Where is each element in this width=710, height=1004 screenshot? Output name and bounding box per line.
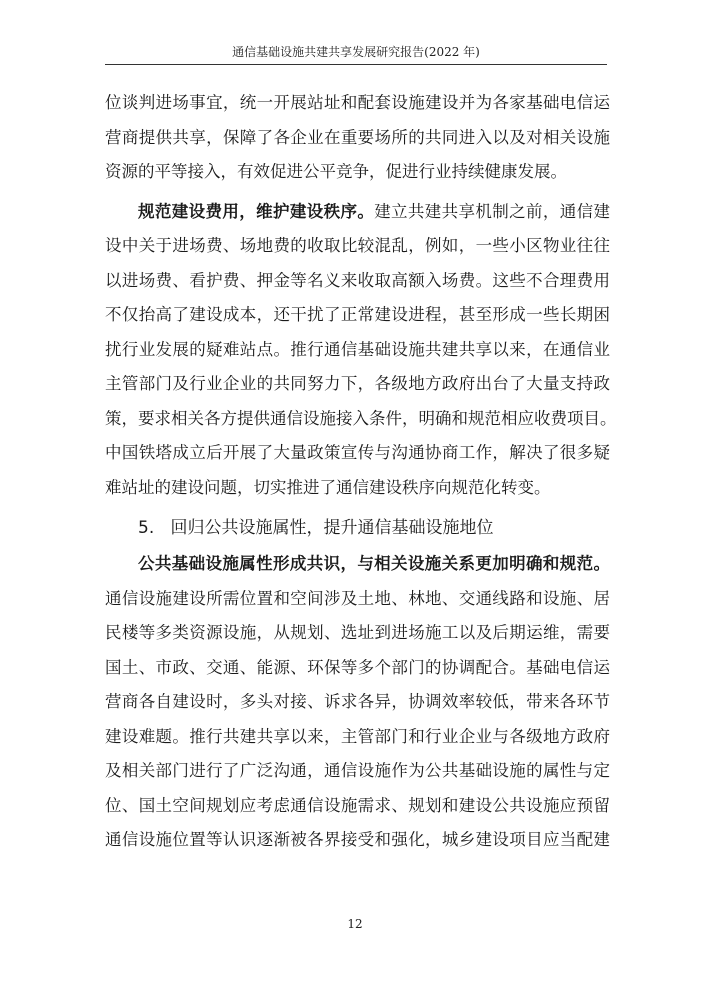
paragraph-lead: 规范建设费用，维护建设秩序。: [138, 201, 375, 221]
text-line: 扰行业发展的疑难站点。推行通信基础设施共建共享以来，在通信业: [105, 339, 610, 359]
section-heading: [105, 510, 610, 547]
paragraph-lead: 公共基础设施属性形成共识，与相关设施关系更加明确和规范。: [138, 554, 610, 573]
header-divider: [105, 64, 607, 65]
text-line: 难站址的建设问题，切实推进了通信建设秩序向规范化转变。: [105, 477, 551, 497]
text-line: [105, 195, 610, 230]
section-number: 5.: [138, 518, 155, 538]
paragraph-continuation: [105, 86, 610, 190]
text-line: 位、国土空间规划应考虑通信设施需求、规划和建设公共设施应预留: [105, 795, 610, 815]
text-line: 通信设施位置等认识逐渐被各界接受和强化，城乡建设项目应当配建: [105, 830, 610, 849]
running-header: 通信基础设施共建共享发展研究报告(2022 年): [232, 45, 480, 59]
text-line: 不仅抬高了建设成本，还干扰了正常建设进程，甚至形成一些长期困: [105, 305, 610, 324]
text-run: 建立共建共享机制之前，通信建: [374, 201, 611, 221]
paragraph-public-infrastructure: [105, 547, 610, 858]
text-line: 主管部门及行业企业的共同努力下，各级地方政府出台了大量支持政: [105, 374, 610, 393]
text-line: 资源的平等接入，有效促进公平竞争，促进行业持续健康发展。: [105, 162, 567, 181]
text-line: 以进场费、看护费、押金等名义来收取高额入场费。这些不合理费用: [105, 270, 610, 290]
text-line: 及相关部门进行了广泛沟通，通信设施作为公共基础设施的属性与定: [105, 761, 610, 780]
paragraph-construction-fees: [105, 195, 617, 506]
text-line: 国土、市政、交通、能源、环保等多个部门的协调配合。基础电信运: [105, 657, 610, 677]
text-line: 民楼等多类资源设施，从规划、选址到进场施工以及后期运维，需要: [105, 623, 610, 642]
text-line: 营商提供共享，保障了各企业在重要场所的共同进入以及对相关设施: [105, 127, 610, 147]
text-line: 通信设施建设所需位置和空间涉及土地、林地、交通线路和设施、居: [105, 588, 610, 608]
text-line: 建设难题。推行共建共享以来，主管部门和行业企业与各级地方政府: [105, 726, 610, 746]
report-body: [105, 86, 617, 858]
text-line: 营商各自建设时，多头对接、诉求各异，协调效率较低，带来各环节: [105, 692, 610, 711]
text-line: 设中关于进场费、场地费的收取比较混乱，例如，一些小区物业往往: [105, 236, 610, 255]
page-number: 12: [347, 917, 363, 931]
section-title: 回归公共设施属性，提升通信基础设施地位: [170, 518, 494, 538]
text-line: 位谈判进场事宜，统一开展站址和配套设施建设并为各家基础电信运: [105, 93, 610, 112]
text-line: 策，要求相关各方提供通信设施接入条件，明确和规范相应收费项目。: [105, 408, 617, 428]
text-line: 中国铁塔成立后开展了大量政策宣传与沟通协商工作，解决了很多疑: [105, 443, 610, 462]
